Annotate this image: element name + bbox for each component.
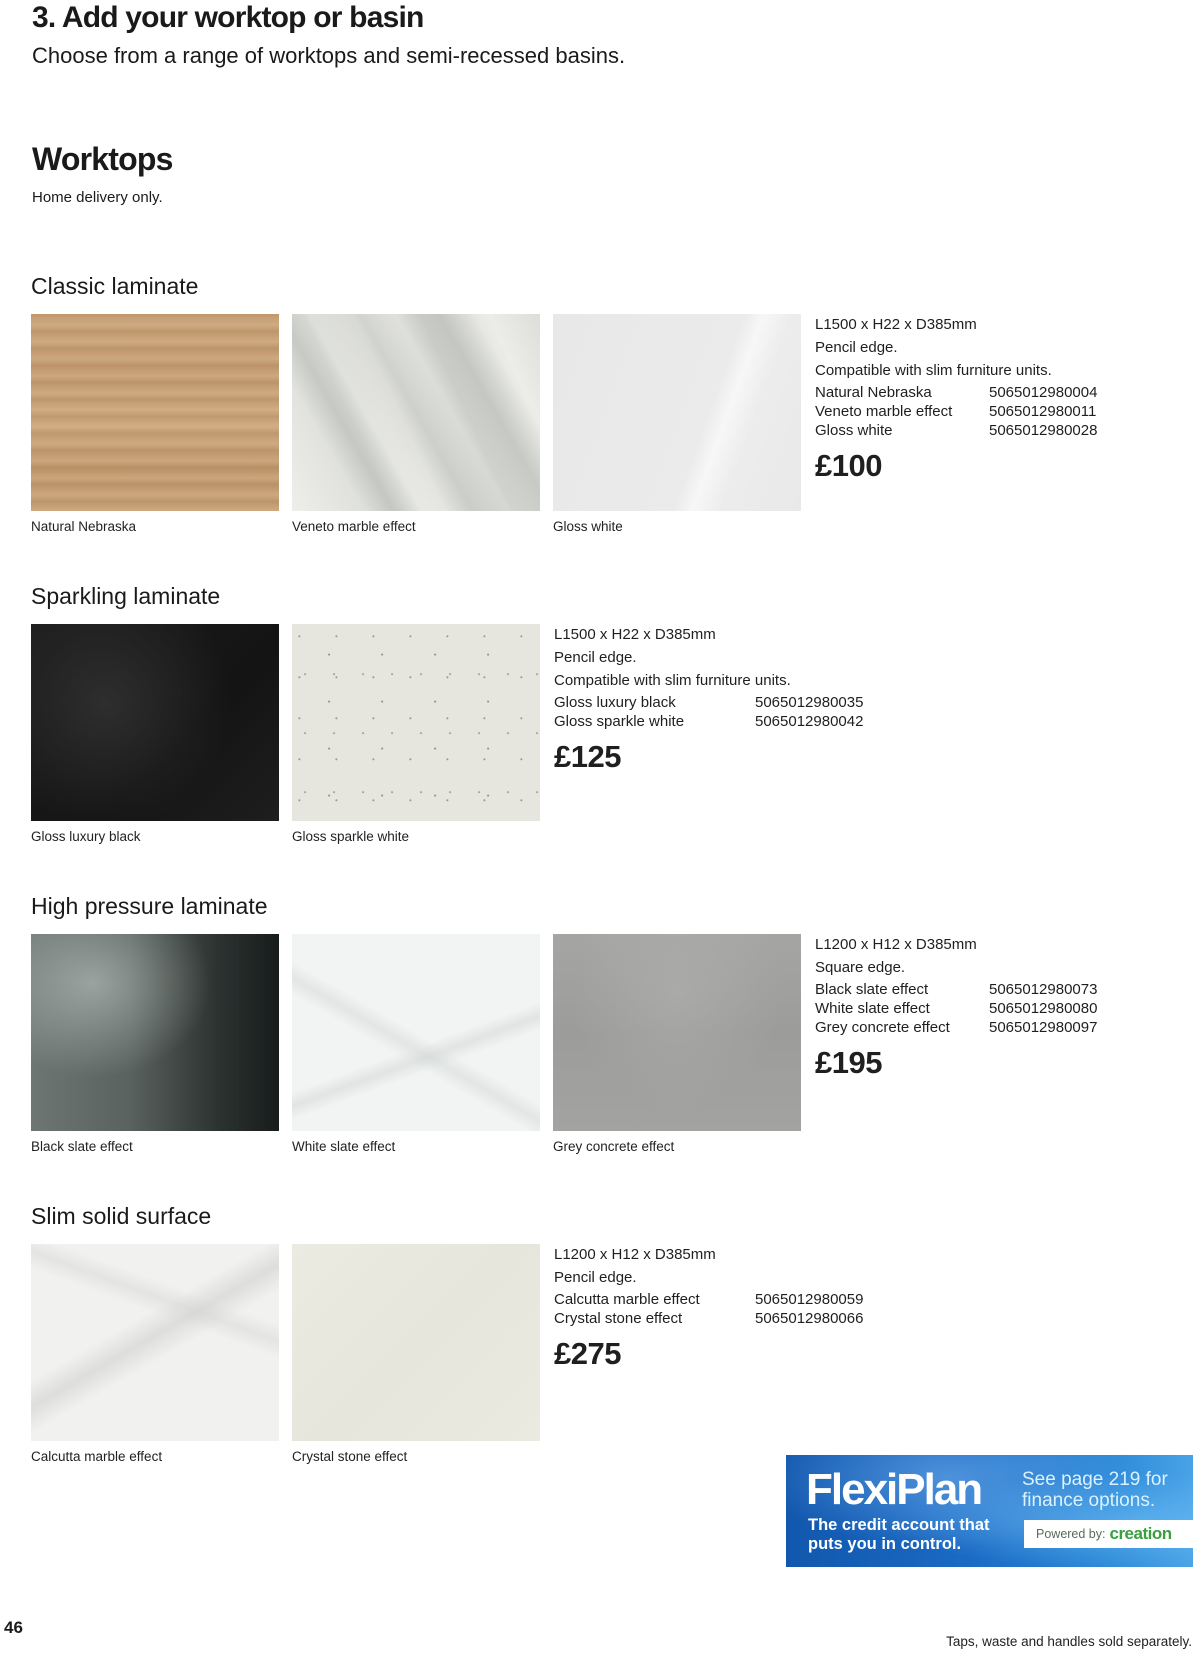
spec-block — [554, 623, 863, 777]
swatch-gloss-sparkle-white — [292, 624, 540, 821]
code-row — [815, 999, 1097, 1018]
group-title: Sparkling laminate — [31, 583, 221, 609]
code-name: Gloss luxury black — [554, 694, 676, 711]
finance-line: finance options. — [1022, 1490, 1156, 1511]
code-number: 5065012980066 — [755, 1310, 864, 1327]
code-row — [554, 693, 863, 712]
flexiplan-banner[interactable] — [786, 1455, 1193, 1567]
tagline-line: The credit account that — [808, 1516, 990, 1534]
code-number: 5065012980097 — [989, 1019, 1098, 1036]
code-row — [815, 421, 1097, 440]
spec-block — [815, 933, 1097, 1083]
dimensions: L1500 x H22 x D385mm — [554, 626, 716, 643]
code-name: Natural Nebraska — [815, 384, 932, 401]
delivery-note: Home delivery only. — [32, 189, 163, 206]
footnote: Taps, waste and handles sold separately. — [946, 1634, 1192, 1649]
swatch-calcutta-marble — [31, 1244, 279, 1441]
page-subtitle: Choose from a range of worktops and semi-recessed basins. — [32, 43, 626, 68]
swatch-label: Gloss sparkle white — [292, 829, 410, 844]
swatch-label: Crystal stone effect — [292, 1449, 408, 1464]
price: £195 — [815, 1045, 882, 1080]
swatch-label: Gloss luxury black — [31, 829, 141, 844]
group-title: High pressure laminate — [31, 893, 268, 919]
edge-type: Pencil edge. — [554, 649, 637, 666]
flexiplan-tagline — [808, 1516, 990, 1554]
code-number: 5065012980073 — [989, 981, 1098, 998]
edge-type: Pencil edge. — [554, 1269, 637, 1286]
swatch-black-slate — [31, 934, 279, 1131]
dimensions: L1200 x H12 x D385mm — [554, 1246, 716, 1263]
code-number: 5065012980028 — [989, 422, 1098, 439]
flexiplan-logo: FlexiPlan — [806, 1465, 982, 1514]
product-codes — [554, 1290, 863, 1328]
page-title: 3. Add your worktop or basin — [32, 1, 424, 34]
edge-type: Square edge. — [815, 959, 906, 976]
swatch-label: White slate effect — [292, 1139, 396, 1154]
product-codes — [815, 383, 1097, 440]
swatch-gloss-luxury-black — [31, 624, 279, 821]
compatibility: Compatible with slim furniture units. — [554, 672, 791, 689]
page-number: 46 — [4, 1618, 23, 1637]
dimensions: L1200 x H12 x D385mm — [815, 936, 977, 953]
code-number: 5065012980011 — [989, 403, 1097, 420]
code-row — [554, 1290, 863, 1309]
code-row — [815, 402, 1097, 421]
code-number: 5065012980004 — [989, 384, 1098, 401]
powered-by-label: Powered by: — [1036, 1527, 1106, 1541]
swatch-natural-nebraska — [31, 314, 279, 511]
swatch-gloss-white — [553, 314, 801, 511]
finance-options-text — [1022, 1469, 1168, 1511]
swatch-white-slate — [292, 934, 540, 1131]
finance-line: See page 219 for — [1022, 1469, 1168, 1490]
group-title: Slim solid surface — [31, 1203, 212, 1229]
price: £100 — [815, 448, 882, 483]
price: £275 — [554, 1336, 621, 1371]
code-number: 5065012980080 — [989, 1000, 1098, 1017]
code-name: Gloss white — [815, 422, 893, 439]
spec-block — [815, 313, 1097, 486]
code-number: 5065012980035 — [755, 694, 864, 711]
code-number: 5065012980059 — [755, 1291, 864, 1308]
code-name: White slate effect — [815, 1000, 930, 1017]
product-codes — [554, 693, 863, 731]
product-codes — [815, 980, 1097, 1037]
swatch-label: Veneto marble effect — [292, 519, 416, 534]
code-row — [815, 1018, 1097, 1037]
code-name: Black slate effect — [815, 981, 929, 998]
code-name: Veneto marble effect — [815, 403, 953, 420]
code-row — [815, 980, 1097, 999]
code-number: 5065012980042 — [755, 713, 864, 730]
creation-logo: creation — [1109, 1524, 1172, 1543]
spec-block — [554, 1243, 863, 1374]
code-row — [554, 712, 863, 731]
edge-type: Pencil edge. — [815, 339, 898, 356]
section-title-worktops: Worktops — [32, 141, 173, 177]
code-row — [815, 383, 1097, 402]
compatibility: Compatible with slim furniture units. — [815, 362, 1052, 379]
swatch-label: Gloss white — [553, 519, 623, 534]
dimensions: L1500 x H22 x D385mm — [815, 316, 977, 333]
code-name: Gloss sparkle white — [554, 713, 685, 730]
powered-by-box — [1024, 1520, 1193, 1548]
swatch-veneto-marble — [292, 314, 540, 511]
code-name: Grey concrete effect — [815, 1019, 950, 1036]
group-title: Classic laminate — [31, 273, 199, 299]
price: £125 — [554, 739, 621, 774]
code-name: Crystal stone effect — [554, 1310, 683, 1327]
swatch-label: Natural Nebraska — [31, 519, 137, 534]
tagline-line: puts you in control. — [808, 1535, 962, 1553]
swatch-crystal-stone — [292, 1244, 540, 1441]
swatch-grey-concrete — [553, 934, 801, 1131]
code-row — [554, 1309, 863, 1328]
swatch-label: Calcutta marble effect — [31, 1449, 163, 1464]
swatch-label: Grey concrete effect — [553, 1139, 675, 1154]
code-name: Calcutta marble effect — [554, 1291, 700, 1308]
swatch-label: Black slate effect — [31, 1139, 133, 1154]
